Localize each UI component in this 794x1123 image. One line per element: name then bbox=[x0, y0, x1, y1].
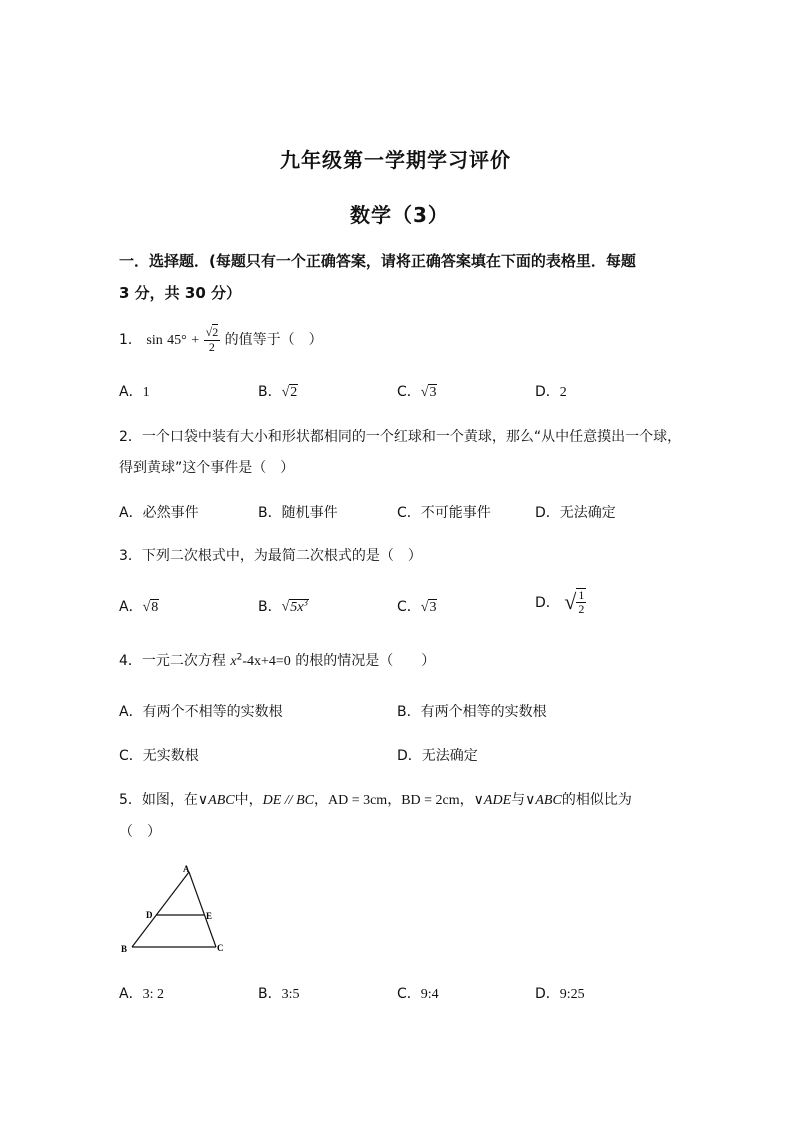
q5-option-a: A．3: 2 bbox=[119, 986, 164, 1002]
q3-option-a: A．√8 bbox=[119, 599, 159, 615]
q4-option-c: C．无实数根 bbox=[119, 748, 199, 764]
q1-degree: 45° bbox=[167, 333, 187, 348]
triangle-figure bbox=[115, 862, 235, 962]
question-1 bbox=[119, 322, 323, 359]
q2-option-d: D．无法确定 bbox=[535, 505, 616, 521]
question-2-line2: 得到黄球”这个事件是（ ） bbox=[119, 460, 295, 476]
q1-tail: 的值等于（ ） bbox=[224, 332, 323, 348]
q3-option-b: B．$√5x^3$ bbox=[258, 597, 309, 615]
q1-fraction: $\frac{√2}{2}$ bbox=[205, 325, 219, 354]
question-2-line1: 2．一个口袋中装有大小和形状都相同的一个红球和一个黄球，那么“从中任意摸出一个球， bbox=[119, 429, 682, 445]
q5-option-c: C．9:4 bbox=[397, 986, 439, 1002]
vertex-label-e: E bbox=[206, 911, 213, 921]
vertex-label-c: C bbox=[217, 943, 224, 953]
q1-plus: + bbox=[191, 333, 200, 348]
vertex-label-b: B bbox=[121, 944, 128, 954]
q1-option-d: D．2 bbox=[535, 384, 567, 400]
q1-sin: sin bbox=[146, 333, 163, 348]
question-5-paren: （ ） bbox=[119, 824, 161, 840]
q3-option-d: D． √ $\frac{1}{2}$ bbox=[535, 588, 585, 617]
vertex-label-a: A bbox=[183, 864, 190, 874]
question-4: 4．一元二次方程 $x^2-4x+4=0$ 的根的情况是（ ） bbox=[119, 652, 436, 669]
vertex-label-d: D bbox=[146, 910, 153, 920]
q5-option-d: D．9:25 bbox=[535, 986, 585, 1002]
q2-option-b: B．随机事件 bbox=[258, 505, 338, 521]
q4-option-b: B．有两个相等的实数根 bbox=[397, 704, 547, 720]
question-3: 3．下列二次根式中，为最简二次根式的是（ ） bbox=[119, 548, 422, 564]
q1-option-a: A．1 bbox=[119, 384, 150, 400]
page-title: 九年级第一学期学习评价 bbox=[280, 148, 511, 172]
q1-option-b: B．√2 bbox=[258, 384, 298, 400]
q3-option-c: C．√3 bbox=[397, 599, 437, 615]
section-heading: 一．选择题．(每题只有一个正确答案，请将正确答案填在下面的表格里．每题 bbox=[119, 252, 636, 270]
section-heading-cont: 3 分，共 30 分） bbox=[119, 284, 241, 302]
q2-option-a: A．必然事件 bbox=[119, 505, 199, 521]
question-5: 5．如图，在∨ABC中，DE // BC，AD = 3cm，BD = 2cm，∨ADE与∨ABC的相似比为 bbox=[119, 792, 632, 808]
q1-number: 1． bbox=[119, 332, 142, 348]
q5-option-b: B．3:5 bbox=[258, 986, 300, 1002]
q4-option-a: A．有两个不相等的实数根 bbox=[119, 704, 283, 720]
q4-option-d: D．无法确定 bbox=[397, 748, 478, 764]
q1-option-c: C．√3 bbox=[397, 384, 437, 400]
q2-option-c: C．不可能事件 bbox=[397, 505, 491, 521]
page-subtitle: 数学（3） bbox=[350, 203, 449, 227]
